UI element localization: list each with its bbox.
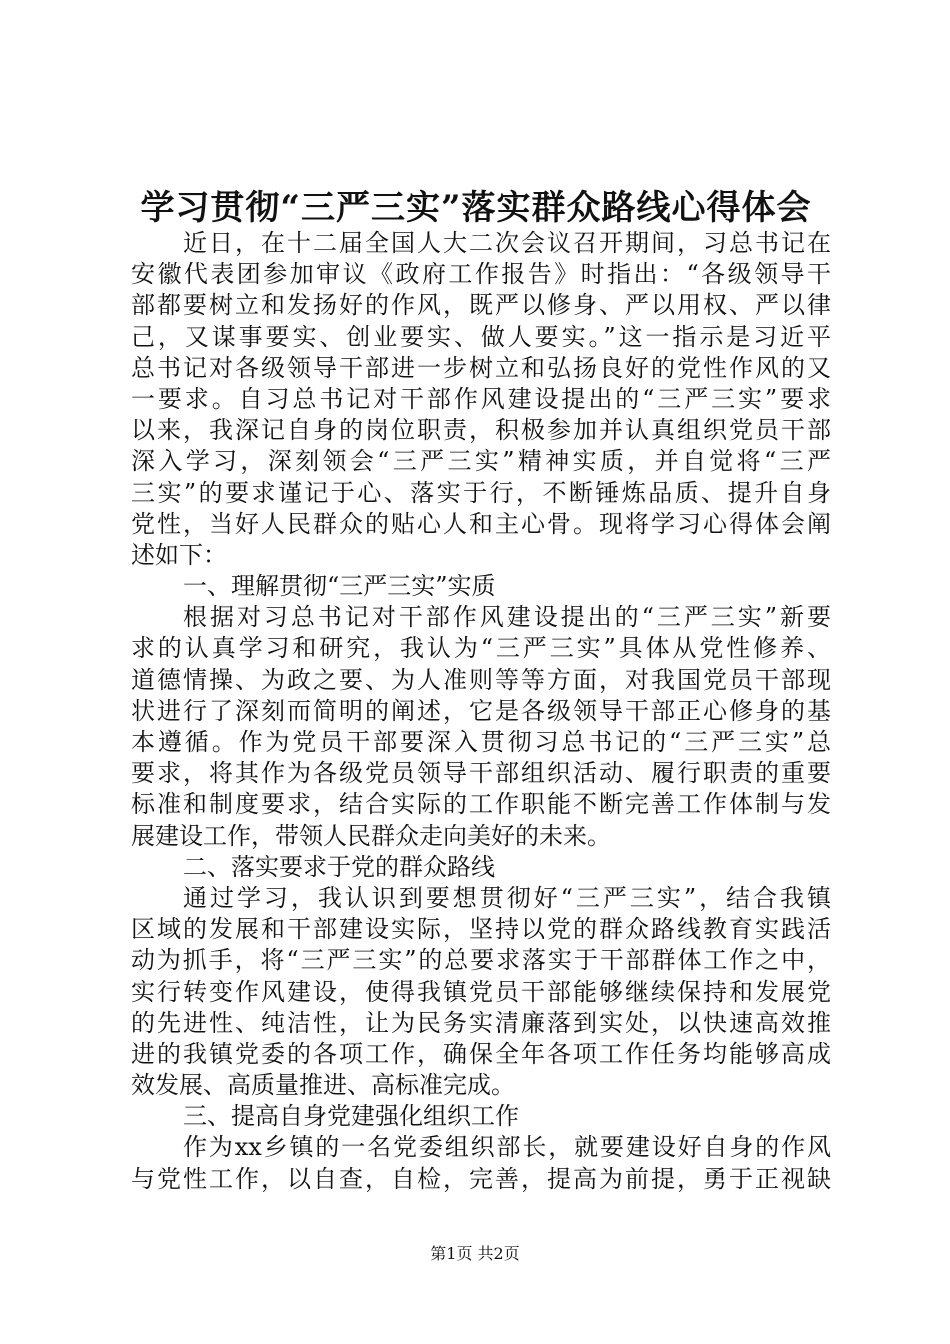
document-body	[131, 228, 831, 1195]
section-heading: 二、落实要求于党的群众路线	[183, 852, 495, 881]
text-line: 以来，我深记自身的岗位职责，积极参加并认真组织党员干部	[131, 416, 831, 445]
text-line: 作为xx乡镇的一名党委组织部长，就要建设好自身的作风	[183, 1133, 831, 1162]
text-line: 党性，当好人民群众的贴心人和主心骨。现将学习心得体会阐	[131, 509, 831, 538]
text-line: 进的我镇党委的各项工作，确保全年各项工作任务均能够高成	[131, 1039, 831, 1068]
text-line: 安徽代表团参加审议《政府工作报告》时指出：“各级领导干	[131, 260, 831, 289]
text-line: 述如下：	[131, 540, 227, 569]
text-line: 要求，将其作为各级党员领导干部组织活动、履行职责的重要	[131, 759, 831, 788]
text-line: 本遵循。作为党员干部要深入贯彻习总书记的“三严三实”总	[131, 728, 831, 756]
text-line: 展建设工作，带领人民群众走向美好的未来。	[131, 821, 611, 850]
text-line: 近日，在十二届全国人大二次会议召开期间，习总书记在	[183, 229, 831, 257]
text-line: 总书记对各级领导干部进一步树立和弘扬良好的党性作风的又	[131, 353, 831, 382]
text-line: 一要求。自习总书记对干部作风建设提出的“三严三实”要求	[131, 384, 831, 413]
text-line: 效发展、高质量推进、高标准完成。	[131, 1071, 515, 1100]
text-line: 动为抓手，将“三严三实”的总要求落实于干部群体工作之中，	[131, 946, 831, 975]
text-line: 区域的发展和干部建设实际，坚持以党的群众路线教育实践活	[131, 915, 831, 944]
text-line: 求的认真学习和研究，我认为“三严三实”具体从党性修养、	[131, 634, 831, 663]
section-heading: 一、理解贯彻“三严三实”实质	[183, 572, 496, 601]
text-line: 与党性工作，以自查，自检，完善，提高为前提，勇于正视缺	[131, 1164, 831, 1193]
text-line: 通过学习，我认识到要想贯彻好“三严三实”，结合我镇	[183, 883, 831, 912]
text-line: 状进行了深刻而简明的阐述，它是各级领导干部正心修身的基	[131, 696, 831, 725]
section-heading: 三、提高自身党建强化组织工作	[183, 1102, 519, 1131]
text-line: 标准和制度要求，结合实际的工作职能不断完善工作体制与发	[131, 790, 831, 819]
text-line: 部都要树立和发扬好的作风，既严以修身、严以用权、严以律	[131, 291, 831, 320]
page-footer: 第1页 共2页	[430, 1244, 520, 1263]
text-line: 三实”的要求谨记于心、落实于行，不断锤炼品质、提升自身	[131, 478, 831, 507]
text-line: 的先进性、纯洁性，让为民务实清廉落到实处，以快速高效推	[131, 1008, 831, 1037]
text-line: 己，又谋事要实、创业要实、做人要实。”这一指示是习近平	[131, 322, 831, 351]
text-line: 实行转变作风建设，使得我镇党员干部能够继续保持和发展党	[131, 977, 831, 1006]
text-line: 根据对习总书记对干部作风建设提出的“三严三实”新要	[183, 603, 831, 632]
text-line: 道德情操、为政之要、为人准则等等方面，对我国党员干部现	[131, 665, 831, 694]
text-line: 深入学习，深刻领会“三严三实”精神实质，并自觉将“三严	[131, 447, 831, 476]
document-title: 学习贯彻“三严三实”落实群众路线心得体会	[140, 188, 812, 228]
